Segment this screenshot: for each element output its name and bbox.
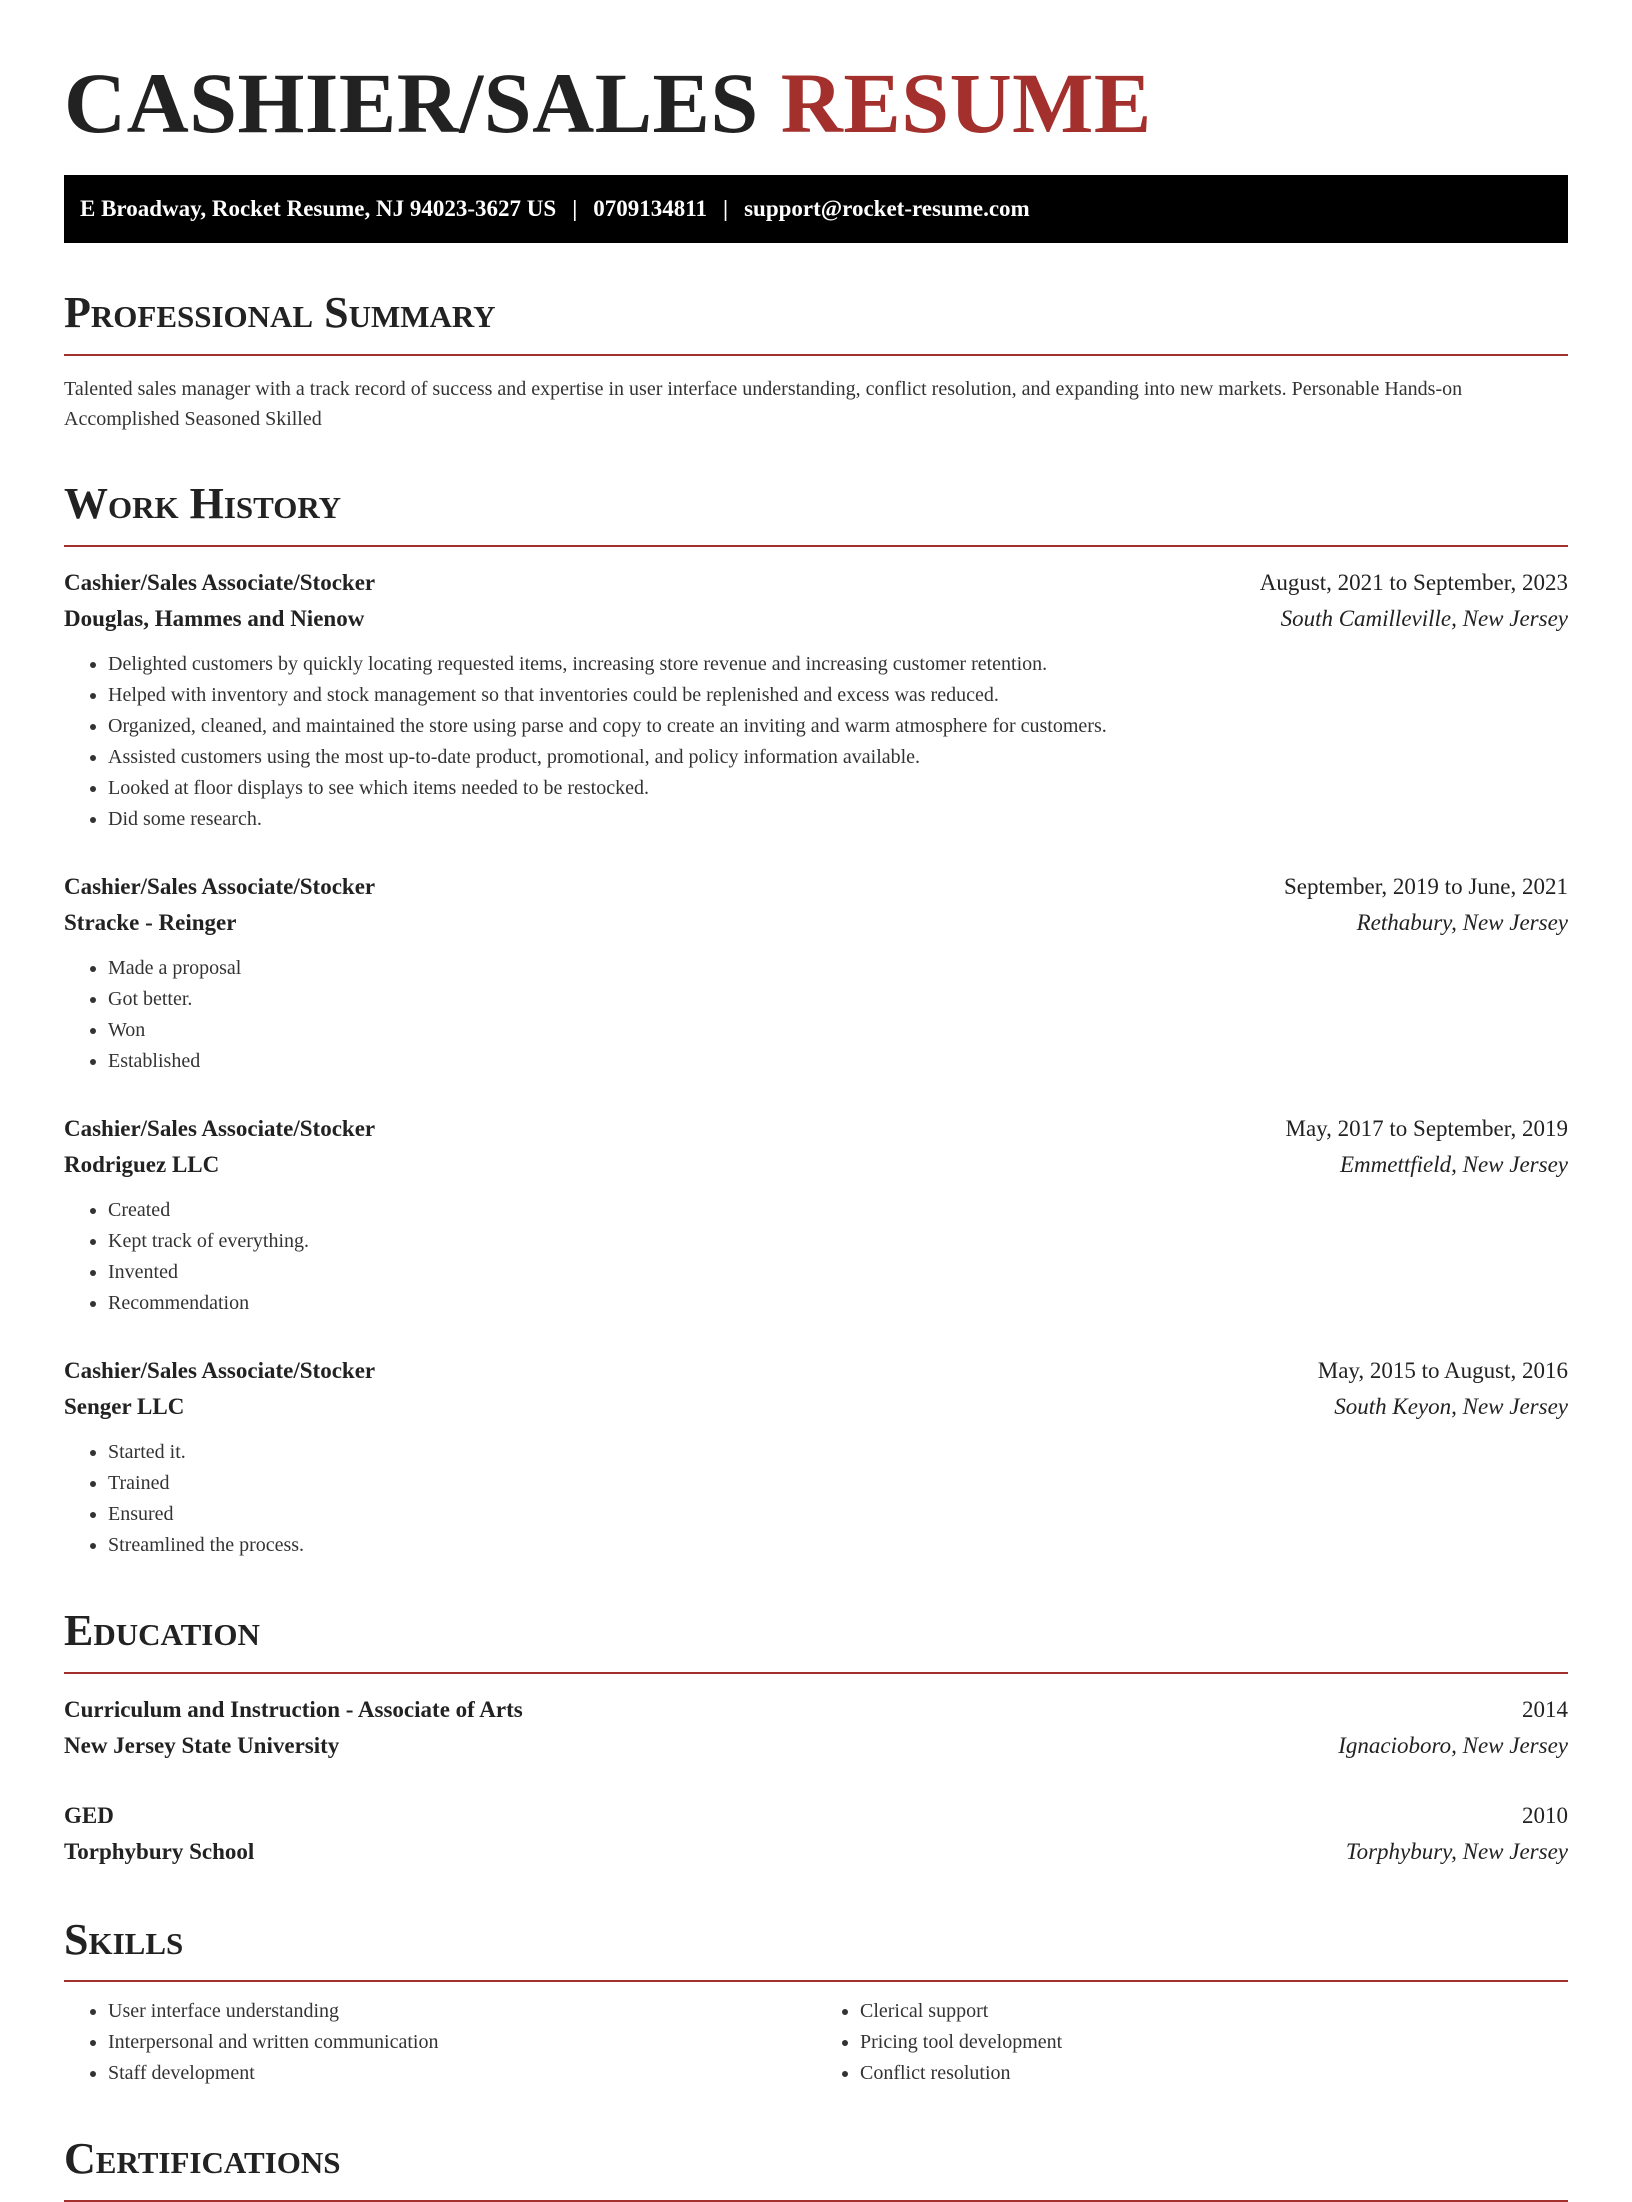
job-dates: August, 2021 to September, 2023 (1259, 569, 1568, 595)
work-history-heading: Work History (64, 478, 1568, 547)
skill-item: • Interpersonal and written communication (108, 2027, 816, 2058)
job-title: Cashier/Sales Associate/Stocker (64, 569, 376, 595)
job-company: Senger LLC (64, 1393, 185, 1419)
title-accent: RESUME (780, 55, 1152, 151)
job-title: Cashier/Sales Associate/Stocker (64, 1357, 376, 1383)
job-dates: May, 2015 to August, 2016 (1317, 1357, 1568, 1383)
job-bullets (64, 953, 1568, 1077)
summary-text: Talented sales manager with a track record of success and expertise in user interface understanding, conflict resolution, and expanding into new markets. Personable Hands-on Accomplished Seasoned Skilled (64, 377, 1463, 430)
contact-separator: | (723, 196, 729, 222)
job-dates: May, 2017 to September, 2019 (1285, 1115, 1568, 1141)
job-bullets (64, 1437, 1568, 1561)
job-bullets (64, 1195, 1568, 1319)
education-school: New Jersey State University (64, 1732, 340, 1758)
contact-address: E Broadway, Rocket Resume, NJ 94023-3627 US (80, 196, 557, 222)
job-bullet: • Ensured (108, 1499, 1568, 1530)
job-title: Cashier/Sales Associate/Stocker (64, 873, 376, 899)
education-year: 2010 (1522, 1802, 1568, 1828)
education-year: 2014 (1522, 1696, 1568, 1722)
job-bullets (64, 649, 1568, 835)
skills-list (64, 1996, 1568, 2089)
job-bullet: • Got better. (108, 984, 1568, 1015)
job-bullet: • Helped with inventory and stock management so that inventories could be replenished and excess was reduced. (108, 680, 1568, 711)
job-bullet: • Invented (108, 1257, 1568, 1288)
education-school: Torphybury School (64, 1838, 255, 1864)
education-degree: GED (64, 1802, 114, 1828)
job-bullet: • Streamlined the process. (108, 1530, 1568, 1561)
job-bullet: • Made a proposal (108, 953, 1568, 984)
job-company: Douglas, Hammes and Nienow (64, 605, 365, 631)
education-heading: Education (64, 1605, 1568, 1674)
education-entry (64, 1692, 1568, 1764)
job-bullet: • Assisted customers using the most up-to-date product, promotional, and policy information available. (108, 742, 1568, 773)
job-entry (64, 1353, 1568, 1561)
certifications-heading: Certifications (64, 2133, 1568, 2202)
job-bullet: • Organized, cleaned, and maintained the store using parse and copy to create an inviting and warm atmosphere for customers. (108, 711, 1568, 742)
job-bullet: • Won (108, 1015, 1568, 1046)
job-entry (64, 1111, 1568, 1319)
job-bullet: • Established (108, 1046, 1568, 1077)
contact-separator: | (572, 196, 578, 222)
job-location: South Camilleville, New Jersey (1280, 605, 1568, 631)
skill-item: • Conflict resolution (860, 2058, 1568, 2089)
job-bullet: • Started it. (108, 1437, 1568, 1468)
job-bullet: • Kept track of everything. (108, 1226, 1568, 1257)
skill-item: • User interface understanding (108, 1996, 816, 2027)
resume-title (64, 52, 1568, 155)
job-entry (64, 869, 1568, 1077)
job-title: Cashier/Sales Associate/Stocker (64, 1115, 376, 1141)
skills-column-left (64, 1996, 816, 2089)
job-bullet: • Did some research. (108, 804, 1568, 835)
job-dates: September, 2019 to June, 2021 (1284, 873, 1568, 899)
education-location: Ignacioboro, New Jersey (1338, 1732, 1568, 1758)
contact-bar (64, 175, 1568, 243)
job-location: Emmettfield, New Jersey (1339, 1151, 1568, 1177)
skill-item: • Pricing tool development (860, 2027, 1568, 2058)
skills-heading: Skills (64, 1914, 1568, 1983)
job-bullet: • Looked at floor displays to see which items needed to be restocked. (108, 773, 1568, 804)
job-location: South Keyon, New Jersey (1334, 1393, 1568, 1419)
job-bullet: • Trained (108, 1468, 1568, 1499)
title-main: CASHIER/SALES (64, 55, 759, 151)
job-bullet: • Created (108, 1195, 1568, 1226)
education-entry (64, 1798, 1568, 1870)
job-entry (64, 565, 1568, 835)
job-bullet: • Recommendation (108, 1288, 1568, 1319)
skill-item: • Staff development (108, 2058, 816, 2089)
contact-email: support@rocket-resume.com (744, 196, 1030, 222)
education-degree: Curriculum and Instruction - Associate of Arts (64, 1696, 523, 1722)
job-location: Rethabury, New Jersey (1356, 909, 1568, 935)
job-bullet: • Delighted customers by quickly locating requested items, increasing store revenue and increasing customer retention. (108, 649, 1568, 680)
job-company: Stracke - Reinger (64, 909, 237, 935)
education-location: Torphybury, New Jersey (1345, 1838, 1568, 1864)
contact-phone: 0709134811 (593, 196, 707, 222)
job-company: Rodriguez LLC (64, 1151, 220, 1177)
skills-column-right (816, 1996, 1568, 2089)
skill-item: • Clerical support (860, 1996, 1568, 2027)
summary-heading: Professional Summary (64, 287, 1568, 356)
